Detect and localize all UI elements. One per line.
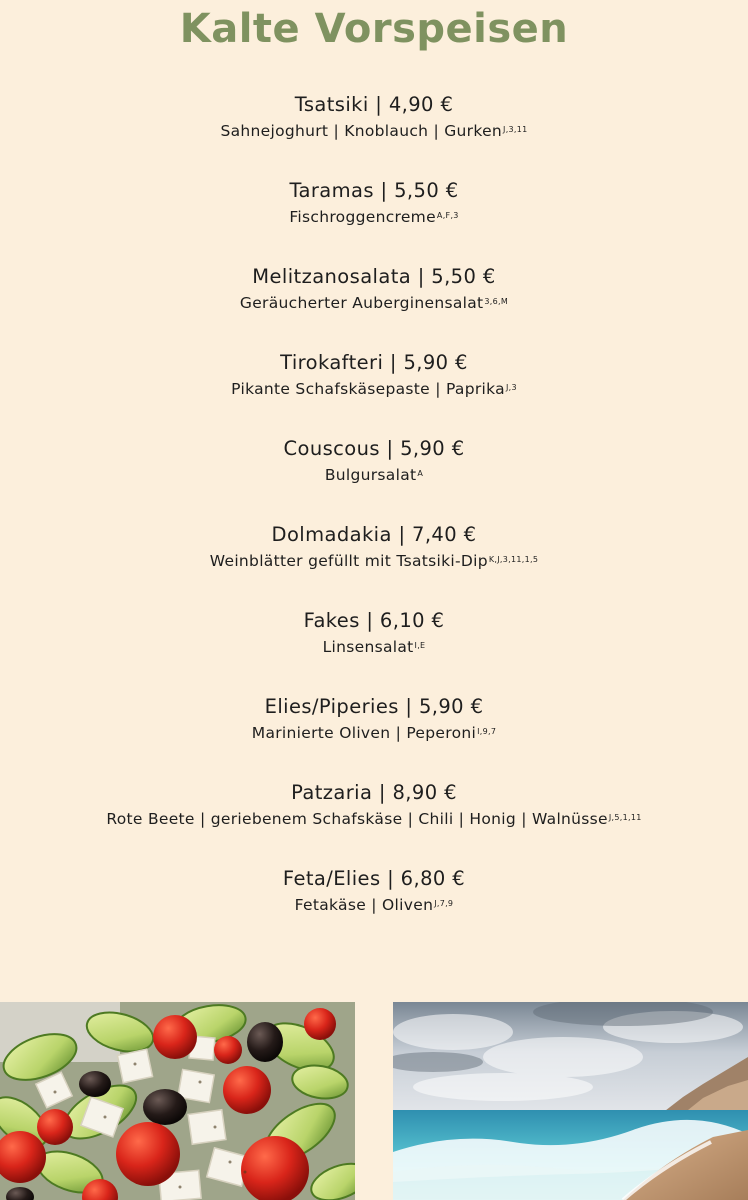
menu-item-description-line: [0, 464, 748, 486]
greek-salad-photo: [0, 1002, 355, 1200]
menu-item-description: Linsensalat: [322, 638, 414, 656]
menu-item-heading: Feta/Elies | 6,80 €: [282, 867, 466, 890]
allergen-codes: I,E: [414, 641, 426, 650]
menu-item: [0, 178, 748, 264]
allergen-codes: J,3: [505, 383, 517, 392]
allergen-codes: A: [417, 469, 424, 478]
menu-item: [0, 92, 748, 178]
menu-item-description-line: [0, 550, 748, 572]
menu-item-heading: Patzaria | 8,90 €: [291, 781, 457, 804]
menu-item: [0, 436, 748, 522]
menu-item: [0, 780, 748, 866]
menu-item-heading: Couscous | 5,90 €: [283, 437, 465, 460]
menu-item-description: Weinblätter gefüllt mit Tsatsiki-Dip: [209, 552, 488, 570]
allergen-codes: J,3,11: [503, 125, 528, 134]
menu-item-description: Rote Beete | geriebenem Schafskäse | Chili | Honig | Walnüsse: [106, 810, 608, 828]
menu-item-description: Marinierte Oliven | Peperoni: [251, 724, 477, 742]
menu-item-description-line: [0, 292, 748, 314]
menu-item-description-line: [0, 894, 748, 916]
menu-item-description: Geräucherter Auberginensalat: [239, 294, 484, 312]
menu-item-description: Fetakäse | Oliven: [294, 896, 434, 914]
menu-item: [0, 866, 748, 952]
menu-item-heading: Tsatsiki | 4,90 €: [294, 93, 454, 116]
menu-item-description-line: [0, 206, 748, 228]
menu-item-description: Bulgursalat: [324, 466, 417, 484]
menu-item: [0, 694, 748, 780]
menu-item-description: Pikante Schafskäsepaste | Paprika: [231, 380, 505, 398]
menu-item-heading: Fakes | 6,10 €: [303, 609, 445, 632]
menu-item-heading: Dolmadakia | 7,40 €: [271, 523, 477, 546]
menu-item-description-line: [0, 722, 748, 744]
menu-item-description: Sahnejoghurt | Knoblauch | Gurken: [220, 122, 503, 140]
menu-item: [0, 350, 748, 436]
menu-item-heading: Tirokafteri | 5,90 €: [280, 351, 468, 374]
page-title: Kalte Vorspeisen: [179, 6, 569, 52]
menu-item-description-line: [0, 120, 748, 142]
menu-item-description-line: [0, 636, 748, 658]
menu-item-description: Fischroggencreme: [289, 208, 436, 226]
allergen-codes: I,9,7: [477, 727, 497, 736]
menu-item-description-line: [0, 378, 748, 400]
menu-item-heading: Elies/Piperies | 5,90 €: [264, 695, 484, 718]
menu-item-heading: Melitzanosalata | 5,50 €: [252, 265, 496, 288]
menu-item: [0, 264, 748, 350]
allergen-codes: J,5,1,11: [608, 813, 642, 822]
allergen-codes: K,J,3,11,1,5: [488, 555, 539, 564]
menu-list: [0, 92, 748, 952]
menu-item: [0, 608, 748, 694]
menu-item-heading: Taramas | 5,50 €: [289, 179, 459, 202]
allergen-codes: A,F,3: [436, 211, 459, 220]
menu-item: [0, 522, 748, 608]
allergen-codes: 3,6,M: [484, 297, 509, 306]
menu-item-description-line: [0, 808, 748, 830]
beach-photo: [393, 1002, 748, 1200]
allergen-codes: J,7,9: [434, 899, 454, 908]
